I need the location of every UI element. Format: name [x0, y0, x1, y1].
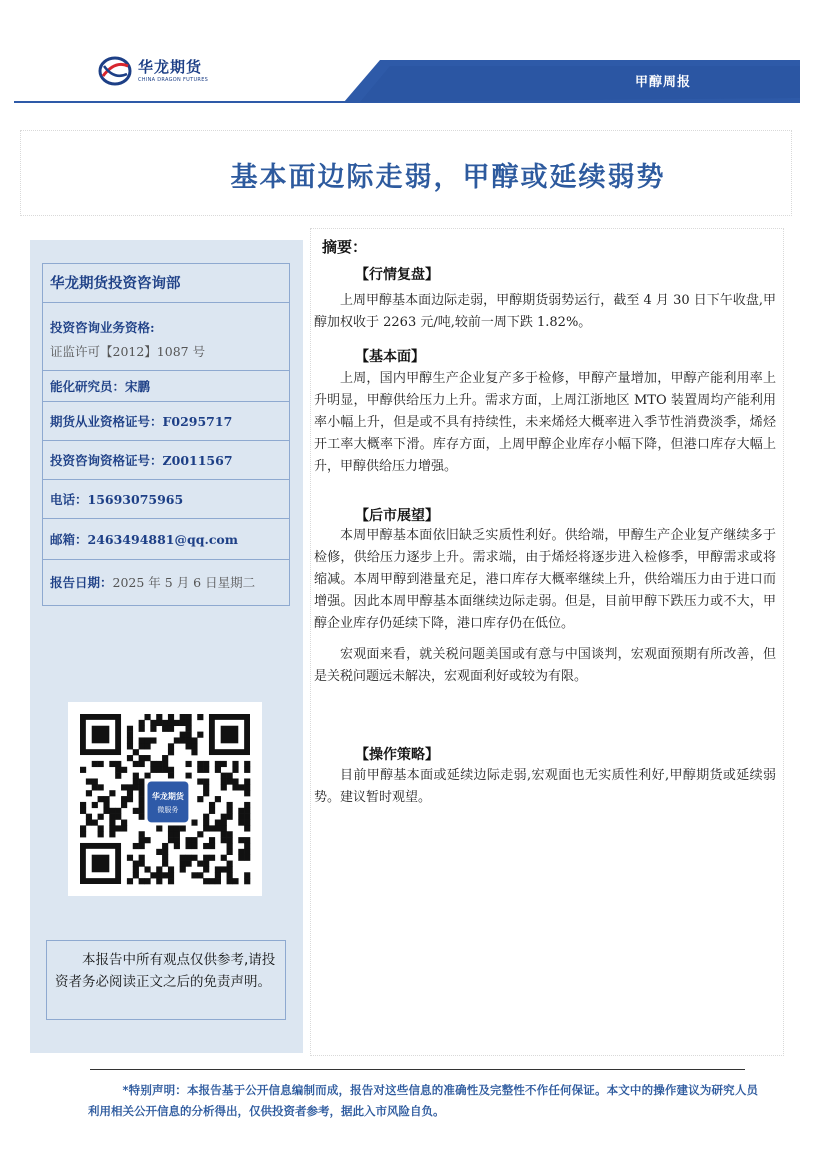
- qualification-row: [43, 303, 289, 371]
- qr-code[interactable]: [68, 702, 262, 896]
- footer-disclaimer-text: *特别声明：本报告基于公开信息编制而成，报告对这些信息的准确性及完整性不作任何保证。本文中的操作建议为研究人员利用相关公开信息的分析得出，仅供投资者参考，据此入市风险自负。: [88, 1083, 758, 1118]
- report-date: 2025 年 5 月 6 日星期二: [112, 575, 256, 590]
- consult-cert-row: [43, 441, 289, 480]
- analyst-label: 能化研究员：: [50, 379, 126, 394]
- qr-center-badge: [147, 781, 188, 822]
- department-name: 华龙期货投资咨询部: [50, 275, 181, 292]
- section-body-fundamentals: [314, 368, 776, 478]
- paragraph: 上周，国内甲醇生产企业复产多于检修，甲醇产量增加，甲醇产能利用率上升明显，甲醇供给压力上升。需求方面，上周江浙地区 MTO 装置周均产能利用率小幅上升，但是或不具有持续性，未来烯烃大概率进入季节性消费淡季，烯烃开工率大概率下滑。库存方面，上周甲醇企业库存小幅下降，但港口库存大幅上升，甲醇供给压力增强。: [314, 371, 776, 474]
- company-name: 华龙期货: [138, 58, 203, 76]
- section-title-outlook: 【后市展望】: [355, 508, 439, 524]
- paragraph: 宏观面来看，就关税问题美国或有意与中国谈判，宏观面预期有所改善，但是关税问题远未解决，宏观面利好或较为有限。: [314, 647, 776, 684]
- qr-badge-bottom-text: 微服务: [157, 805, 179, 814]
- section-body-market-review: [314, 290, 776, 334]
- footer-divider: [90, 1069, 745, 1070]
- phone-label: 电话：: [50, 492, 88, 507]
- qualification-value: 证监许可【2012】1087 号: [50, 344, 206, 359]
- date-row: [43, 560, 289, 605]
- qr-code-icon: [68, 702, 262, 896]
- paragraph: 本周甲醇基本面依旧缺乏实质性利好。供给端，甲醇生产企业复产继续多于检修，供给压力逐步上升。需求端，由于烯烃将逐步进入检修季，甲醇需求或将缩减。本周甲醇到港量充足，港口库存大概率继续上升，供给端压力由于进口而增强。因此本周甲醇基本面继续边际走弱。但是，目前甲醇下跌压力或不大，甲醇企业库存仍延续下降，港口库存仍在低位。: [314, 528, 776, 631]
- paragraph: 目前甲醇基本面或延续边际走弱,宏观面也无实质性利好,甲醇期货或延续弱势。建议暂时观望。: [314, 768, 776, 805]
- section-title-market-review: 【行情复盘】: [355, 267, 439, 283]
- section-title-fundamentals: 【基本面】: [355, 349, 425, 365]
- consult-cert-label: 投资咨询资格证号：: [50, 453, 163, 468]
- qr-badge-top-text: 华龙期货: [151, 791, 184, 801]
- date-label: 报告日期：: [50, 575, 113, 590]
- futures-cert-label: 期货从业资格证号：: [50, 414, 163, 429]
- futures-cert-value: F0295717: [162, 414, 233, 429]
- phone-value: 15693075965: [87, 492, 184, 507]
- phone-row: [43, 480, 289, 519]
- footer-disclaimer: [88, 1080, 758, 1122]
- company-name-en: CHINA DRAGON FUTURES: [138, 77, 209, 83]
- email-row: [43, 519, 289, 560]
- email-label: 邮箱：: [50, 532, 88, 547]
- analyst-name: 宋鹏: [125, 379, 151, 394]
- summary-heading: 摘要：: [322, 238, 368, 256]
- qualification-label: 投资咨询业务资格:: [50, 320, 155, 335]
- section-body-strategy: [314, 765, 776, 809]
- page-title: 基本面边际走弱，甲醇或延续弱势: [230, 162, 666, 193]
- disclaimer-notice-text: 本报告中所有观点仅供参考,请投资者务必阅读正文之后的免责声明。: [55, 952, 276, 990]
- futures-cert-row: [43, 402, 289, 441]
- disclaimer-notice: [46, 940, 286, 1020]
- analyst-row: [43, 371, 289, 402]
- contact-info-box: [42, 263, 290, 606]
- department-row: [43, 264, 289, 303]
- paragraph: 上周甲醇基本面边际走弱，甲醇期货弱势运行，截至 4 月 30 日下午收盘,甲醇加权收于 2263 元/吨,较前一周下跌 1.82%。: [314, 293, 776, 330]
- consult-cert-value: Z0011567: [162, 453, 233, 468]
- section-body-outlook: [314, 525, 776, 688]
- email-value[interactable]: 2463494881@qq.com: [87, 532, 238, 547]
- report-type-label: 甲醇周报: [635, 75, 692, 90]
- section-title-strategy: 【操作策略】: [355, 747, 439, 763]
